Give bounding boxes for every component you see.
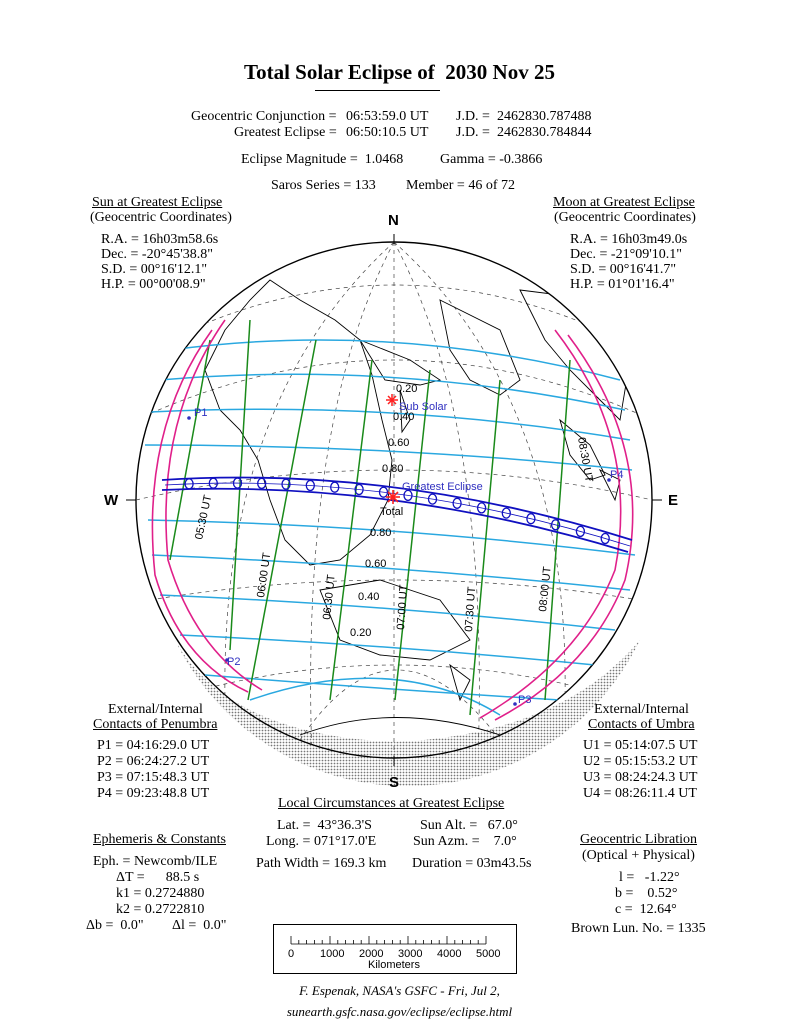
- local-long: Long. = 071°17.0'E: [266, 834, 377, 849]
- libration-l: l = -1.22°: [619, 870, 680, 885]
- sun-heading: Sun at Greatest Eclipse: [92, 195, 223, 210]
- eclipse-magnitude: Eclipse Magnitude = 1.0468: [241, 152, 404, 167]
- sub-solar-marker: [386, 394, 398, 406]
- ephemeris-db: Δb = 0.0": [86, 918, 144, 933]
- greatest-eclipse-label: Greatest Eclipse =: [234, 125, 341, 140]
- time-label: 08:00 UT: [537, 566, 554, 613]
- greatest-eclipse-map-label: Greatest Eclipse: [402, 481, 483, 493]
- local-duration: Duration = 03m43.5s: [412, 856, 532, 871]
- moon-hp: H.P. = 01°01'16.4": [570, 277, 675, 292]
- brown-lunation: Brown Lun. No. = 1335: [571, 921, 706, 936]
- local-path-width: Path Width = 169.3 km: [256, 856, 387, 871]
- sun-ra: R.A. = 16h03m58.6s: [101, 232, 219, 247]
- umbra-u2: U2 = 05:15:53.2 UT: [583, 754, 698, 769]
- sun-hp: H.P. = 00°00'08.9": [101, 277, 206, 292]
- mag-label-north: 0.60: [388, 437, 410, 449]
- west-label: W: [104, 492, 119, 509]
- umbra-u3: U3 = 08:24:24.3 UT: [583, 770, 698, 785]
- saros-member: Member = 46 of 72: [406, 178, 515, 193]
- penumbra-p2: P2 = 06:24:27.2 UT: [97, 754, 210, 769]
- time-label: 06:30 UT: [321, 574, 338, 621]
- mag-label-south: 0.60: [365, 558, 387, 570]
- sun-sd: S.D. = 00°16'12.1": [101, 262, 208, 277]
- conjunction-value: 06:53:59.0 UT: [346, 109, 429, 124]
- ephemeris-dl: Δl = 0.0": [172, 918, 227, 933]
- scale-tick-label: 1000: [320, 948, 345, 960]
- moon-subheading: (Geocentric Coordinates): [554, 210, 696, 225]
- time-label: 05:30 UT: [193, 493, 215, 541]
- local-heading: Local Circumstances at Greatest Eclipse: [278, 796, 505, 811]
- mag-label-north: 0.80: [382, 463, 404, 475]
- ephemeris-eph: Eph. = Newcomb/ILE: [93, 854, 218, 869]
- sun-subheading: (Geocentric Coordinates): [90, 210, 232, 225]
- scale-tick-label: 2000: [359, 948, 384, 960]
- contact-p2: P2: [227, 656, 241, 668]
- libration-subheading: (Optical + Physical): [582, 848, 695, 863]
- local-sun-alt: Sun Alt. = 67.0°: [420, 818, 518, 833]
- scale-bar: [273, 924, 517, 974]
- scale-tick-label: 5000: [476, 948, 501, 960]
- credit-line-1: F. Espenak, NASA's GSFC - Fri, Jul 2,: [299, 983, 500, 998]
- penumbra-p1: P1 = 04:16:29.0 UT: [97, 738, 210, 753]
- mag-label-south: 0.20: [350, 627, 372, 639]
- penumbra-p4: P4 = 09:23:48.8 UT: [97, 786, 210, 801]
- ephemeris-k2: k2 = 0.2722810: [116, 902, 205, 917]
- total-label: Total: [380, 506, 404, 518]
- time-label: 07:30 UT: [463, 586, 479, 633]
- saros-series: Saros Series = 133: [271, 178, 376, 193]
- scale-tick-label: 0: [288, 948, 295, 960]
- south-label: S: [389, 774, 400, 791]
- ephemeris-heading: Ephemeris & Constants: [93, 832, 226, 847]
- umbra-heading-1: External/Internal: [594, 702, 689, 717]
- gamma: Gamma = -0.3866: [440, 152, 543, 167]
- libration-c: c = 12.64°: [615, 902, 677, 917]
- mag-label-north: 0.40: [393, 411, 415, 423]
- moon-sd: S.D. = 00°16'41.7": [570, 262, 677, 277]
- moon-ra: R.A. = 16h03m49.0s: [570, 232, 688, 247]
- time-label: 06:00 UT: [255, 551, 274, 599]
- conjunction-jd: J.D. = 2462830.787488: [456, 109, 592, 124]
- penumbra-p3: P3 = 07:15:48.3 UT: [97, 770, 210, 785]
- time-label: 08:30 UT: [575, 436, 595, 484]
- mag-label-north: 0.20: [396, 383, 418, 395]
- umbra-u4: U4 = 08:26:11.4 UT: [583, 786, 697, 801]
- moon-heading: Moon at Greatest Eclipse: [553, 195, 695, 210]
- greatest-eclipse-jd: J.D. = 2462830.784844: [456, 125, 592, 140]
- ephemeris-dt: ΔT = 88.5 s: [116, 870, 200, 885]
- sub-solar-label: Sub Solar: [399, 401, 448, 413]
- scale-tick-label: 3000: [398, 948, 423, 960]
- north-label: N: [388, 212, 399, 229]
- contact-p1: P1: [194, 407, 208, 419]
- umbra-heading-2: Contacts of Umbra: [588, 717, 695, 732]
- sun-dec: Dec. = -20°45'38.8": [101, 247, 213, 262]
- moon-dec: Dec. = -21°09'10.1": [570, 247, 682, 262]
- credit-line-2: sunearth.gsfc.nasa.gov/eclipse/eclipse.html: [286, 1004, 513, 1019]
- penumbra-heading-2: Contacts of Penumbra: [93, 717, 218, 732]
- conjunction-label: Geocentric Conjunction =: [191, 109, 341, 124]
- time-label: 07:00 UT: [395, 584, 411, 631]
- libration-heading: Geocentric Libration: [580, 832, 698, 847]
- east-label: E: [668, 492, 679, 509]
- local-lat: Lat. = 43°36.3'S: [277, 818, 372, 833]
- greatest-eclipse-marker: [386, 490, 400, 504]
- greatest-eclipse-value: 06:50:10.5 UT: [346, 125, 429, 140]
- contact-p3: P3: [518, 694, 532, 706]
- umbra-u1: U1 = 05:14:07.5 UT: [583, 738, 698, 753]
- penumbra-heading-1: External/Internal: [108, 702, 203, 717]
- local-sun-azm: Sun Azm. = 7.0°: [413, 834, 517, 849]
- mag-label-south: 0.80: [370, 527, 392, 539]
- scale-tick-label: 4000: [437, 948, 462, 960]
- ephemeris-k1: k1 = 0.2724880: [116, 886, 205, 901]
- libration-b: b = 0.52°: [615, 886, 678, 901]
- page-title: Total Solar Eclipse of 2030 Nov 25: [244, 60, 555, 84]
- mag-label-south: 0.40: [358, 591, 380, 603]
- scale-unit: Kilometers: [368, 959, 420, 971]
- contact-p4: P4: [610, 469, 624, 481]
